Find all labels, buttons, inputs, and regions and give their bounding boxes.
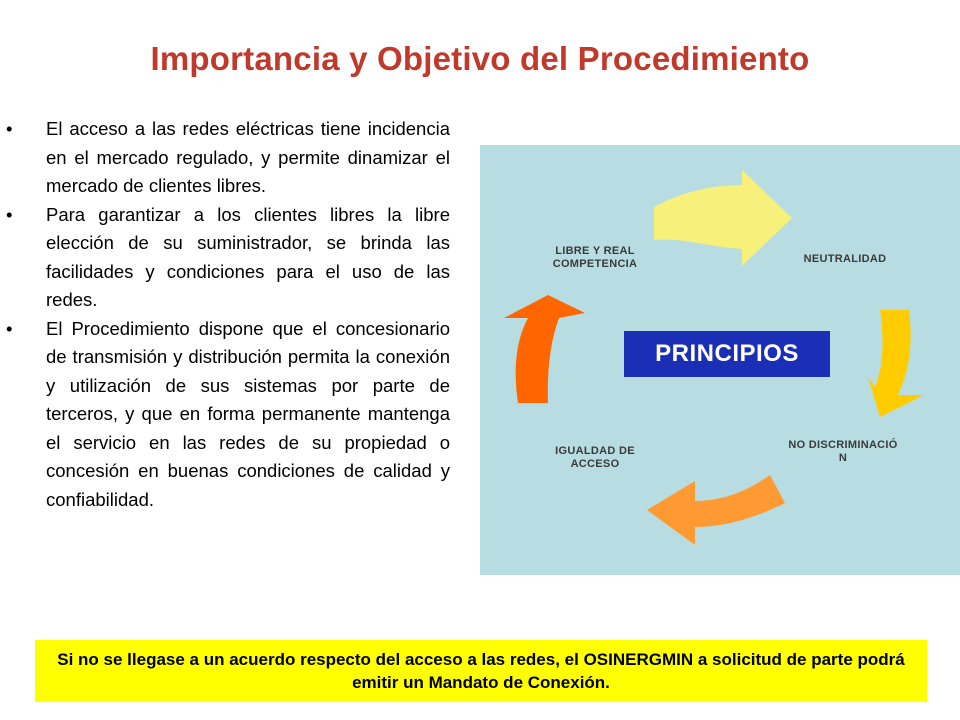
principles-diagram (480, 145, 960, 575)
bullet-text: El Procedimiento dispone que el concesionario de transmisión y distribución permita la conexión y utilización de sus sistemas por parte de terceros, y que en forma permanente mantenga el servicio en las redes de su propiedad o concesión en buenas condiciones de calidad y confiabilidad. (46, 317, 450, 510)
bullet-list (0, 115, 450, 514)
node-label-igualdad: IGUALDAD DE ACCESO (555, 445, 635, 470)
center-label-principios: PRINCIPIOS (624, 331, 830, 377)
arrow-neutralidad (654, 170, 792, 266)
bullet-text: Para garantizar a los clientes libres la libre elección de su suministrador, se brinda las facilidades y condiciones para el uso de las redes. (46, 203, 450, 310)
arrow-no-discriminacion (868, 310, 924, 417)
arrow-libre-competencia (504, 295, 585, 403)
page-title: Importancia y Objetivo del Procedimiento (150, 40, 810, 77)
bullet-item (0, 201, 450, 315)
bullet-dot: • (6, 203, 13, 225)
node-label-no-discriminacion: NO DISCRIMINACIÓ N (788, 439, 898, 464)
node-label-libre-competencia: LIBRE Y REAL COMPETENCIA (552, 245, 638, 270)
bullet-dot: • (6, 118, 13, 139)
footer-note: Si no se llegase a un acuerdo respecto del acceso a las redes, el OSINERGMIN a solicitud de parte podrá emitir un Mandato de Conexión. (35, 640, 927, 702)
arrow-igualdad (647, 475, 785, 545)
node-label-neutralidad: NEUTRALIDAD (803, 253, 887, 265)
bullet-text: El acceso a las redes eléctricas tiene incidencia en el mercado regulado, y permite dinamizar el mercado de clientes libres. (46, 118, 450, 196)
bullet-item (0, 315, 450, 515)
bullet-item (0, 115, 450, 201)
bullet-dot: • (6, 317, 13, 339)
